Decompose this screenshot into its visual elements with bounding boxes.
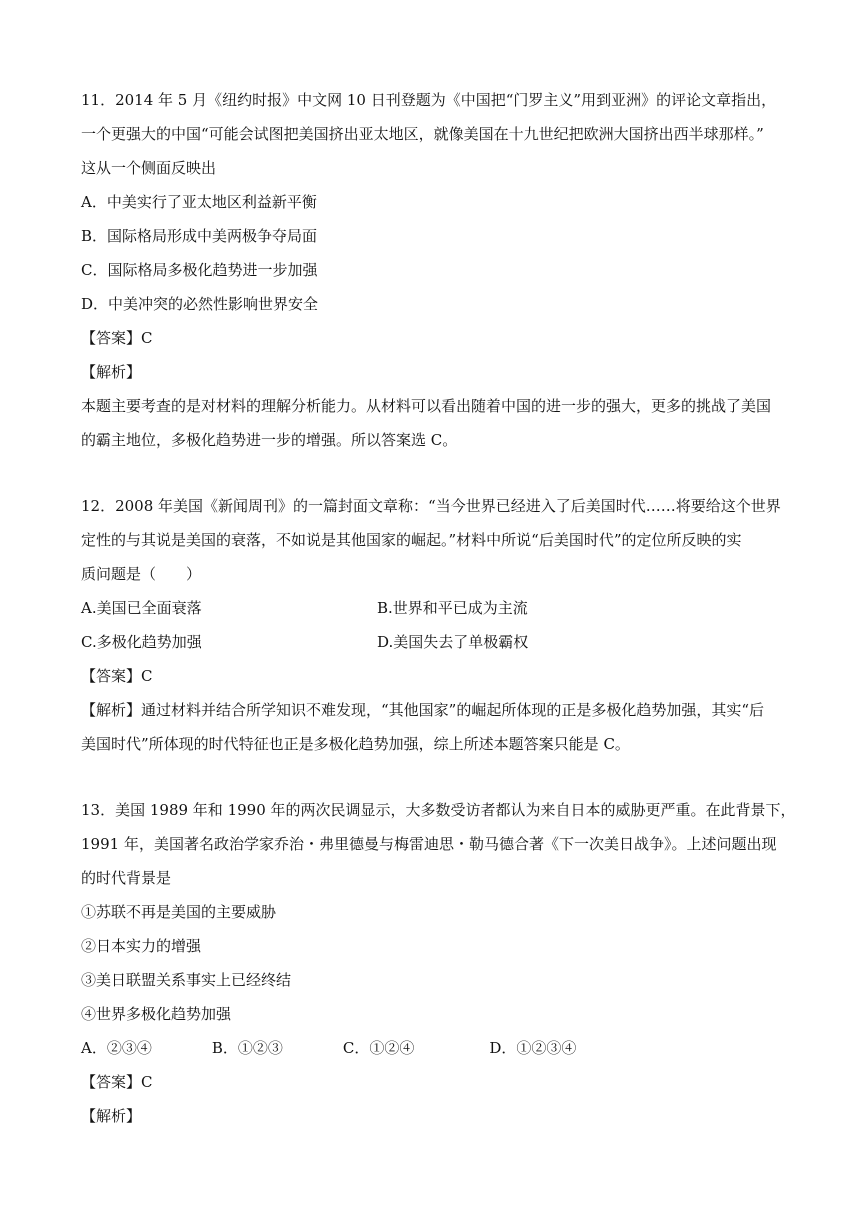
q11-stem-line-2: 一个更强大的中国“可能会试图把美国挤出亚太地区，就像美国在十九世纪把欧洲大国挤出西半球那样。”: [81, 125, 764, 143]
q11-option-c: C．国际格局多极化趋势进一步加强: [81, 261, 318, 279]
q12-stem-line-2: 定性的与其说是美国的衰落，不如说是其他国家的崛起。”材料中所说“后美国时代”的定位所反映的实: [81, 531, 742, 549]
q11-analysis-label: 【解析】: [81, 363, 142, 381]
q12-option-a: A.美国已全面衰落: [81, 599, 202, 617]
q11-option-d: D．中美冲突的必然性影响世界安全: [81, 295, 319, 313]
q12-option-d: D.美国失去了单极霸权: [377, 633, 529, 651]
q11-stem-line-1: 11．2014 年 5 月《纽约时报》中文网 10 日刊登题为《中国把“门罗主义”用到亚洲》的评论文章指出，: [81, 91, 777, 109]
q13-item-3: ③美日联盟关系事实上已经终结: [81, 971, 292, 989]
q11-analysis-line-2: 的霸主地位，多极化趋势进一步的增强。所以答案选 C。: [81, 431, 458, 449]
q13-options: A．②③④ B．①②③ C．①②④ D．①②③④: [81, 1039, 577, 1057]
q13-item-1: ①苏联不再是美国的主要威胁: [81, 903, 277, 921]
q12-option-b: B.世界和平已成为主流: [377, 599, 528, 617]
q13-stem-line-2: 1991 年，美国著名政治学家乔治・弗里德曼与梅雷迪思・勒马德合著《下一次美日战争》。上述问题出现: [81, 835, 777, 853]
q12-analysis-line-1: 【解析】通过材料并结合所学知识不难发现，“其他国家”的崛起所体现的正是多极化趋势加强，其实“后: [81, 701, 765, 719]
q11-option-b: B．国际格局形成中美两极争夺局面: [81, 227, 318, 245]
q12-stem-line-3: 质问题是（ ）: [81, 565, 202, 583]
q11-stem-line-3: 这从一个侧面反映出: [81, 159, 217, 177]
q13-item-2: ②日本实力的增强: [81, 937, 202, 955]
q13-stem-line-3: 的时代背景是: [81, 869, 172, 887]
q12-stem-line-1: 12．2008 年美国《新闻周刊》的一篇封面文章称：“当今世界已经进入了后美国时代……将要给这个世界: [81, 497, 781, 515]
q13-answer: 【答案】C: [81, 1073, 153, 1091]
q11-analysis-line-1: 本题主要考查的是对材料的理解分析能力。从材料可以看出随着中国的进一步的强大，更多的挑战了美国: [81, 397, 772, 415]
q12-analysis-line-2: 美国时代”所体现的时代特征也正是多极化趋势加强，综上所述本题答案只能是 C。: [81, 735, 630, 753]
q13-stem-line-1: 13．美国 1989 年和 1990 年的两次民调显示，大多数受访者都认为来自日本的威胁更严重。在此背景下，: [81, 801, 796, 819]
q13-analysis-label: 【解析】: [81, 1107, 142, 1125]
q12-answer: 【答案】C: [81, 667, 153, 685]
q11-option-a: A．中美实行了亚太地区利益新平衡: [81, 193, 317, 211]
q11-answer: 【答案】C: [81, 329, 153, 347]
q12-option-c: C.多极化趋势加强: [81, 633, 202, 651]
q13-item-4: ④世界多极化趋势加强: [81, 1005, 232, 1023]
